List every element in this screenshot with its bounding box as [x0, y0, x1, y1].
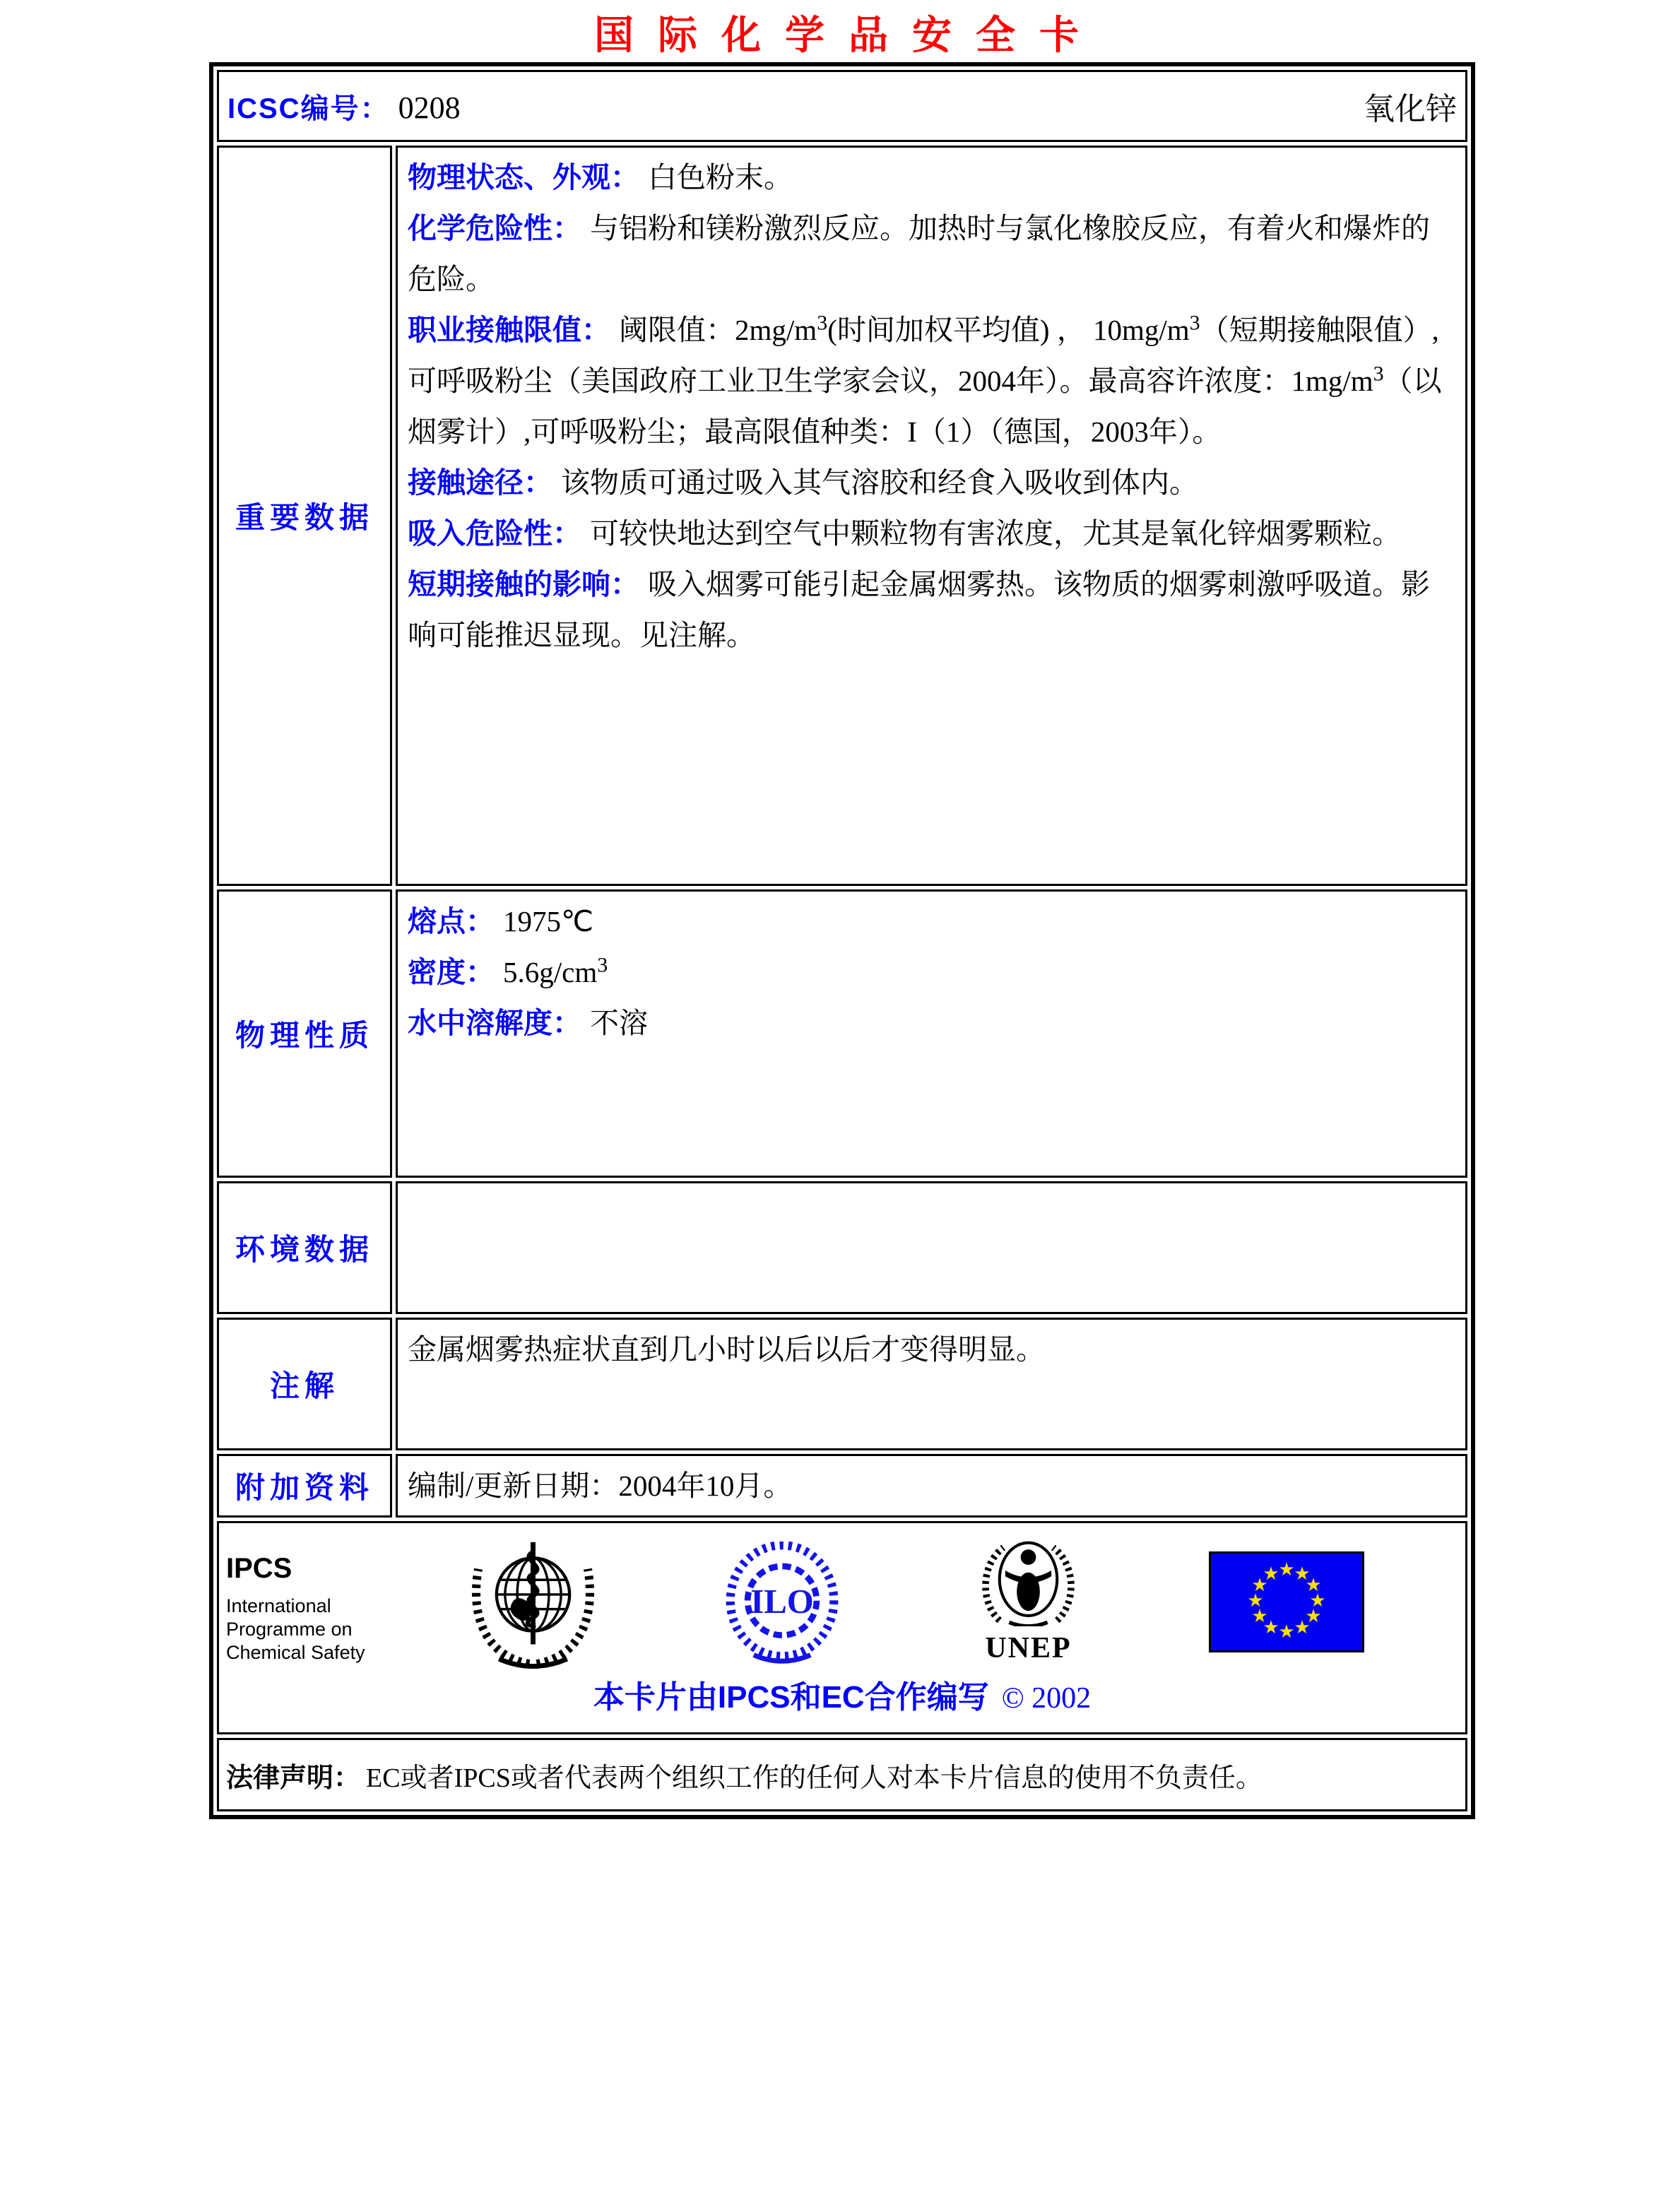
paragraph [408, 1324, 1454, 1375]
field-value: 可较快地达到空气中颗粒物有害浓度，尤其是氧化锌烟雾颗粒。 [590, 517, 1401, 550]
field-value: 金属烟雾热症状直到几小时以后以后才变得明显。 [408, 1333, 1045, 1366]
paragraph [408, 896, 1454, 947]
paragraph [408, 559, 1454, 661]
section-row-environmental-data [217, 1181, 1467, 1314]
field-label: 物理状态、外观： [408, 161, 639, 194]
ilo-letters: ILO [750, 1582, 814, 1621]
section-row-additional-info [217, 1454, 1467, 1518]
field-value: 5.6g/cm [503, 956, 598, 988]
credit-line [219, 1672, 1465, 1717]
section-content-notes [396, 1318, 1467, 1450]
field-value: 1975℃ [503, 905, 594, 938]
svg-text:★: ★ [1247, 1590, 1264, 1611]
paragraph [408, 947, 1454, 998]
section-label-notes: 注解 [217, 1318, 392, 1450]
section-label-physical-properties: 物理性质 [217, 889, 392, 1178]
paragraph [408, 152, 1454, 203]
paragraph [408, 998, 1454, 1048]
paragraph [408, 1460, 1454, 1511]
section-content-physical-properties [396, 889, 1467, 1178]
svg-text:★: ★ [1251, 1606, 1268, 1627]
who-emblem-icon [460, 1537, 606, 1672]
chemical-name: 氧化锌 [1364, 92, 1457, 126]
svg-text:★: ★ [1263, 1563, 1279, 1585]
field-value: (时间加权平均值) ， 10mg/m [827, 314, 1190, 346]
superscript: 3 [1189, 311, 1200, 335]
header-cell [217, 70, 1467, 142]
paragraph [408, 203, 1454, 304]
legal-notice-label: 法律声明： [226, 1763, 361, 1793]
field-value: 该物质可通过吸入其气溶胶和经食入吸收到体内。 [561, 466, 1198, 499]
svg-text:★: ★ [1294, 1563, 1311, 1585]
field-value: 吸入烟雾可能引起金属烟雾热。该物质的烟雾刺激呼吸道。影响可能推迟显现。见注解。 [408, 568, 1430, 651]
field-value: （短期接触限值）,可呼吸粉尘（美国政府工业卫生学家会议，2004年）。最高容许浓度：1mg/m [408, 314, 1439, 397]
superscript: 3 [597, 953, 608, 977]
section-label-environmental-data: 环境数据 [217, 1181, 392, 1314]
superscript: 3 [817, 311, 828, 335]
section-content-additional-info [396, 1454, 1467, 1518]
legal-row [217, 1738, 1467, 1811]
superscript: 3 [1373, 362, 1384, 386]
field-label: 水中溶解度： [408, 1007, 581, 1039]
unep-emblem-icon [971, 1536, 1086, 1665]
credit-copyright: © 2002 [1001, 1682, 1092, 1715]
field-value: 不溶 [590, 1007, 648, 1039]
ipcs-subtitle-line: Chemical Safety [226, 1642, 365, 1663]
field-value: 编制/更新日期：2004年10月。 [408, 1469, 793, 1502]
ipcs-subtitle-line: International [226, 1595, 331, 1616]
field-label: 熔点： [408, 905, 495, 938]
page-title: 国际化学品安全卡 [594, 12, 1103, 59]
svg-text:★: ★ [1294, 1617, 1311, 1638]
field-value: 阈限值：2mg/m [619, 314, 817, 346]
field-value: 与铝粉和镁粉激烈反应。加热时与氯化橡胶反应，有着火和爆炸的危险。 [408, 212, 1430, 295]
icsc-table [209, 62, 1475, 1819]
section-label-important-data: 重要数据 [217, 146, 392, 886]
field-label: 接触途径： [408, 466, 552, 499]
svg-text:★: ★ [1278, 1621, 1295, 1643]
svg-text:★: ★ [1278, 1559, 1295, 1580]
icsc-number-value: 0208 [398, 90, 461, 125]
section-row-important-data [217, 146, 1467, 886]
header-row [217, 70, 1467, 142]
footer-logos-cell [217, 1521, 1467, 1734]
legal-cell [217, 1738, 1467, 1811]
field-value: 白色粉末。 [648, 161, 793, 194]
field-label: 吸入危险性： [408, 517, 581, 550]
paragraph [408, 304, 1454, 457]
field-label: 密度： [408, 956, 495, 988]
footer-logos-row [217, 1521, 1467, 1734]
field-value: （以烟雾计）,可呼吸粉尘；最高限值种类：I（1）（德国，2003年）。 [408, 365, 1442, 448]
field-label: 职业接触限值： [408, 314, 610, 346]
field-label: 短期接触的影响： [408, 568, 639, 601]
svg-text:★: ★ [1309, 1590, 1326, 1611]
svg-text:★: ★ [1251, 1575, 1268, 1596]
section-content-important-data [396, 146, 1467, 886]
svg-text:★: ★ [1305, 1606, 1322, 1627]
ilo-emblem-icon [714, 1542, 850, 1671]
section-row-physical-properties [217, 889, 1467, 1178]
svg-text:★: ★ [1263, 1617, 1279, 1638]
ipcs-title: IPCS [226, 1553, 292, 1584]
section-label-additional-info: 附加资料 [217, 1454, 392, 1518]
unep-label: UNEP [985, 1632, 1072, 1664]
ipcs-text-block [226, 1553, 365, 1664]
legal-notice-text: EC或者IPCS或者代表两个组织工作的任何人对本卡片信息的使用不负责任。 [366, 1763, 1263, 1793]
section-content-environmental-data [396, 1181, 1467, 1314]
ipcs-subtitle-line: Programme on [226, 1619, 353, 1640]
ipcs-subtitle [226, 1595, 365, 1664]
icsc-number-label: ICSC编号： [227, 93, 390, 124]
paragraph [408, 508, 1454, 559]
section-row-notes [217, 1318, 1467, 1450]
eu-flag-icon [1209, 1551, 1364, 1656]
paragraph [408, 457, 1454, 508]
svg-text:★: ★ [1305, 1575, 1322, 1596]
field-label: 化学危险性： [408, 212, 581, 244]
credit-text: 本卡片由IPCS和EC合作编写 [593, 1680, 989, 1715]
